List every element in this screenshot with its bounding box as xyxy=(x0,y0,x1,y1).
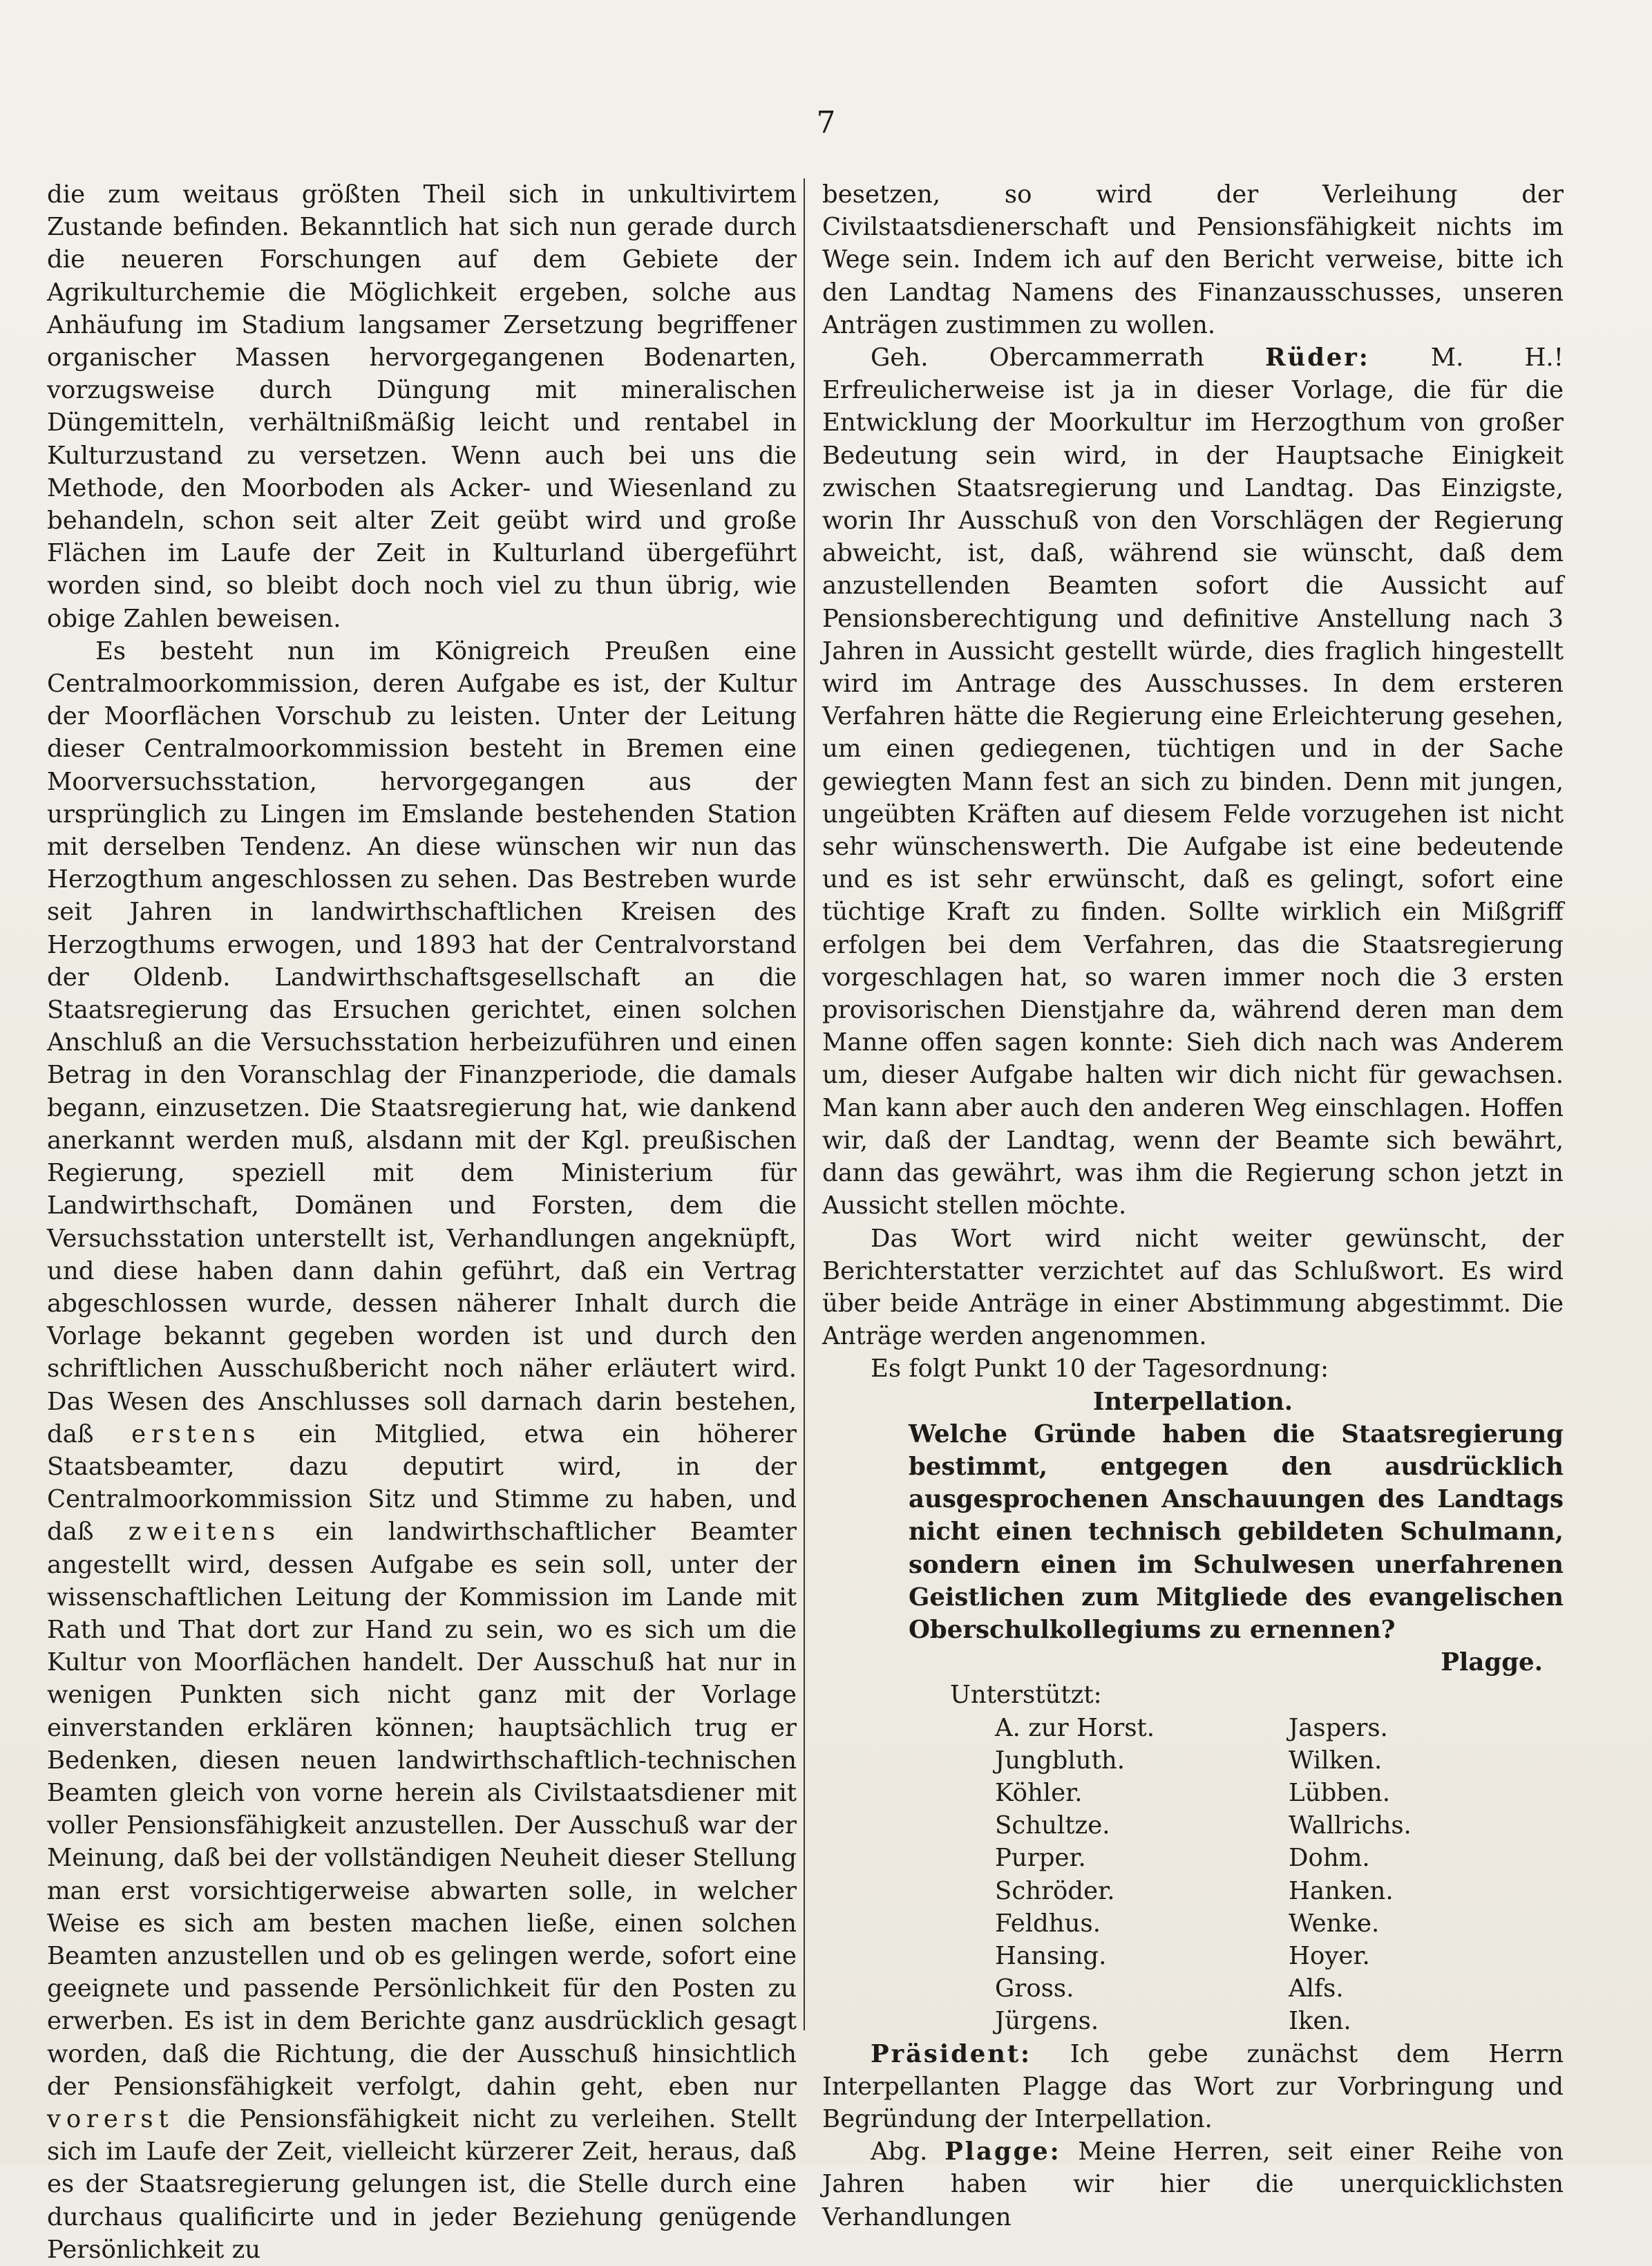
supporter-name: Köhler. xyxy=(995,1778,1083,1807)
paragraph: besetzen, so wird der Verleihung der Civilstaatsdienerschaft und Pensionsfähigkeit nichts im Wege sein. Indem ich auf den Bericht verweise, bitte ich den Landtag Namens des Finanzausschusses, unseren Anträgen zustimmen zu wollen. xyxy=(822,180,1564,339)
emphasis-text: vorerst xyxy=(47,2104,174,2133)
supporter-name: Wilken. xyxy=(1289,1746,1383,1775)
speech-paragraph xyxy=(822,341,1564,1222)
supporter-name: Gross. xyxy=(995,1974,1074,2003)
supporter-name: Feldhus. xyxy=(995,1909,1101,1938)
speech-text: Ich gebe zunächst dem Herrn Interpellanten Plagge das Wort zur Vorbringung und Begründung der Interpellation. xyxy=(822,2039,1564,2133)
emphasis-text: zweitens xyxy=(128,1518,281,1547)
supporter-name: Schultze. xyxy=(995,1811,1110,1840)
supporter-name: Hoyer. xyxy=(1289,1941,1370,1970)
interpellation-question: Welche Gründe haben die Staatsregierung bestimmt, entgegen den ausdrücklich ausgesprochenen Anschauungen des Landtags nicht einen technisch gebildeten Schulmann, sondern einen im Schulwesen unerfahrenen Geistlichen zum Mitgliede des evangelischen Oberschulkollegiums zu ernennen? xyxy=(909,1419,1564,1644)
supporter-name: Iken. xyxy=(1289,2007,1351,2036)
supporter-name: Hansing. xyxy=(995,1941,1107,1970)
paragraph-text: Es besteht nun im Königreich Preußen eine Centralmoorkommission, deren Aufgabe es ist, der Kultur der Moorflächen Vorschub zu leisten. Unter der Leitung dieser Centralmoorkommission besteht in Bremen eine Moorversuchsstation, hervorgegangen aus der ursprünglich zu Lingen im Emslande bestehenden Station mit derselben Tendenz. An diese wünschen wir nun das Herzogthum angeschlossen zu sehen. Das Bestreben wurde seit Jahren in landwirthschaftlichen Kreisen des Herzogthums erwogen, und 1893 hat der Centralvorstand der Oldenb. Landwirthschaftsgesellschaft an die Staatsregierung das Ersuchen gerichtet, einen solchen Anschluß an die Versuchsstation herbeizuführen und einen Betrag in den Voranschlag der Finanzperiode, die damals begann, einzusetzen. Die Staatsregierung hat, wie dankend anerkannt werden muß, alsdann mit der Kgl. preußischen Regierung, speziell mit dem Ministerium für Landwirthschaft, Domänen und Forsten, dem die Versuchsstation unterstellt ist, Verhandlungen angeknüpft, und diese haben dann dahin geführt, daß ein Vertrag abgeschlossen wurde, dessen näherer Inhalt durch die Vorlage bekannt gegeben worden ist und durch den schriftlichen Ausschußbericht noch näher erläutert wird. Das Wesen des Anschlusses soll darnach darin bestehen, daß xyxy=(47,636,797,1448)
speaker-name: Plagge: xyxy=(944,2137,1061,2166)
speech-paragraph xyxy=(822,2038,1564,2136)
signature: Plagge. xyxy=(1441,1648,1543,1677)
paragraph-text: die Pensionsfähigkeit nicht zu verleihen. Stellt sich im Laufe der Zeit, vielleicht kürzerer Zeit, heraus, daß es der Staatsregierung gelungen ist, die Stelle durch eine durchaus qualificirte und in jeder Beziehung genügende Persönlichkeit zu xyxy=(47,2104,797,2264)
supporter-name: Hanken. xyxy=(1289,1876,1394,1905)
supported-label: Unterstützt: xyxy=(950,1681,1102,1710)
page-number: 7 xyxy=(816,105,836,140)
supporter-name: Jungbluth. xyxy=(995,1746,1126,1775)
supporter-name: Lübben. xyxy=(1289,1778,1391,1807)
supporter-name: Jürgens. xyxy=(995,2007,1099,2036)
supporter-name: Alfs. xyxy=(1289,1974,1344,2003)
supporter-name: Wenke. xyxy=(1289,1909,1380,1938)
paragraph-text: ein landwirthschaftlicher Beamter angestellt wird, dessen Aufgabe es sein soll, unter der wissenschaftlichen Leitung der Kommission im Lande mit Rath und That dort zur Hand zu sein, wo es sich um die Kultur von Moorflächen handelt. Der Ausschuß hat nur in wenigen Punkten sich nicht ganz mit der Vorlage einverstanden erklären können; hauptsächlich trug er Bedenken, diesen neuen landwirthschaftlich-technischen Beamten gleich von vorne herein als Civilstaatsdiener mit voller Pensionsfähigkeit anzustellen. Der Ausschuß war der Meinung, daß bei der vollständigen Neuheit dieser Stellung man erst vorsichtigerweise abwarten solle, in welcher Weise es sich am besten machen ließe, einen solchen Beamten anzustellen und ob es gelingen werde, sofort eine geeignete und passende Persönlichkeit für den Posten zu erwerben. Es ist in dem Berichte ganz ausdrücklich gesagt worden, daß die Richtung, die der Ausschuß hinsichtlich der Pensionsfähigkeit verfolgt, dahin geht, eben nur xyxy=(47,1518,797,2101)
speaker-name: Rüder: xyxy=(1265,343,1370,372)
paragraph: Das Wort wird nicht weiter gewünscht, der Berichterstatter verzichtet auf das Schlußwort. Es wird über beide Anträge in einer Abstimmung abgestimmt. Die Anträge werden angenommen. xyxy=(822,1224,1564,1351)
supporter-name: Dohm. xyxy=(1289,1844,1370,1873)
supporter-name: A. zur Horst. xyxy=(995,1713,1155,1742)
supporter-name: Jaspers. xyxy=(1289,1713,1388,1742)
section-heading: Interpellation. xyxy=(1092,1387,1293,1416)
emphasis-text: erstens xyxy=(131,1419,261,1448)
supporter-name: Wallrichs. xyxy=(1289,1811,1412,1840)
column-divider xyxy=(804,178,805,2030)
speech-paragraph xyxy=(822,2135,1564,2234)
supporter-name: Schröder. xyxy=(995,1876,1115,1905)
right-column xyxy=(822,178,1564,2234)
paragraph: die zum weitaus größten Theil sich in unkultivirtem Zustande befinden. Bekanntlich hat sich nun gerade durch die neueren Forschungen auf dem Gebiete der Agrikulturchemie die Möglichkeit ergeben, solche aus Anhäufung im Stadium langsamer Zersetzung begriffener organischer Massen hervorgegangenen Bodenarten, vorzugsweise durch Düngung mit mineralischen Düngemitteln, verhältnißmäßig leicht und rentabel in Kulturzustand zu versetzen. Wenn auch bei uns die Methode, den Moorboden als Acker- und Wiesenland zu behandeln, schon seit alter Zeit geübt wird und große Flächen im Laufe der Zeit in Kulturland übergeführt worden sind, so bleibt doch noch viel zu thun übrig, wie obige Zahlen beweisen. xyxy=(47,180,797,633)
supporter-name: Purper. xyxy=(995,1844,1086,1873)
supporters-list xyxy=(822,1712,1564,2038)
left-column xyxy=(47,178,797,2266)
speech-text: Meine Herren, seit einer Reihe von Jahren haben wir hier die unerquicklichsten Verhandlungen xyxy=(822,2137,1564,2231)
paragraph xyxy=(47,635,797,2266)
paragraph-text: ein Mitglied, etwa ein höherer Staatsbeamter, dazu deputirt wird, in der Centralmoorkommission Sitz und Stimme zu haben, und daß xyxy=(47,1419,797,1547)
speaker-title: Abg. xyxy=(871,2137,928,2166)
speech-text: M. H.! Erfreulicherweise ist ja in dieser Vorlage, die für die Entwicklung der Moorkultur im Herzogthum von großer Bedeutung sein wird, in der Hauptsache Einigkeit zwischen Staatsregierung und Landtag. Das Einzigste, worin Ihr Ausschuß von den Vorschlägen der Regierung abweicht, ist, daß, während sie wünscht, daß dem anzustellenden Beamten sofort die Aussicht auf Pensionsberechtigung und definitive Anstellung nach 3 Jahren in Aussicht gestellt würde, dies fraglich hingestellt wird im Antrage des Ausschusses. In dem ersteren Verfahren hätte die Regierung eine Erleichterung gesehen, um einen gediegenen, tüchtigen und in der Sache gewiegten Mann fest an sich zu binden. Denn mit jungen, ungeübten Kräften auf diesem Felde vorzugehen ist nicht sehr wünschenswerth. Die Aufgabe ist eine bedeutende und es ist sehr erwünscht, daß es gelingt, sofort eine tüchtige Kraft zu finden. Sollte wirklich ein Mißgriff erfolgen bei dem Verfahren, das die Staatsregierung vorgeschlagen hat, so waren immer noch die 3 ersten provisorischen Dienstjahre da, während deren man dem Manne offen sagen konnte: Sieh dich nach was Anderem um, dieser Aufgabe halten wir dich nicht für gewachsen. Man kann aber auch den anderen Weg einschlagen. Hoffen wir, daß der Landtag, wenn der Beamte sich bewährt, dann das gewährt, was ihm die Regierung schon jetzt in Aussicht stellen möchte. xyxy=(822,343,1564,1220)
speaker-name: Präsident: xyxy=(871,2039,1032,2068)
agenda-line: Es folgt Punkt 10 der Tagesordnung: xyxy=(871,1354,1329,1384)
speaker-title: Geh. Obercammerrath xyxy=(871,343,1205,372)
